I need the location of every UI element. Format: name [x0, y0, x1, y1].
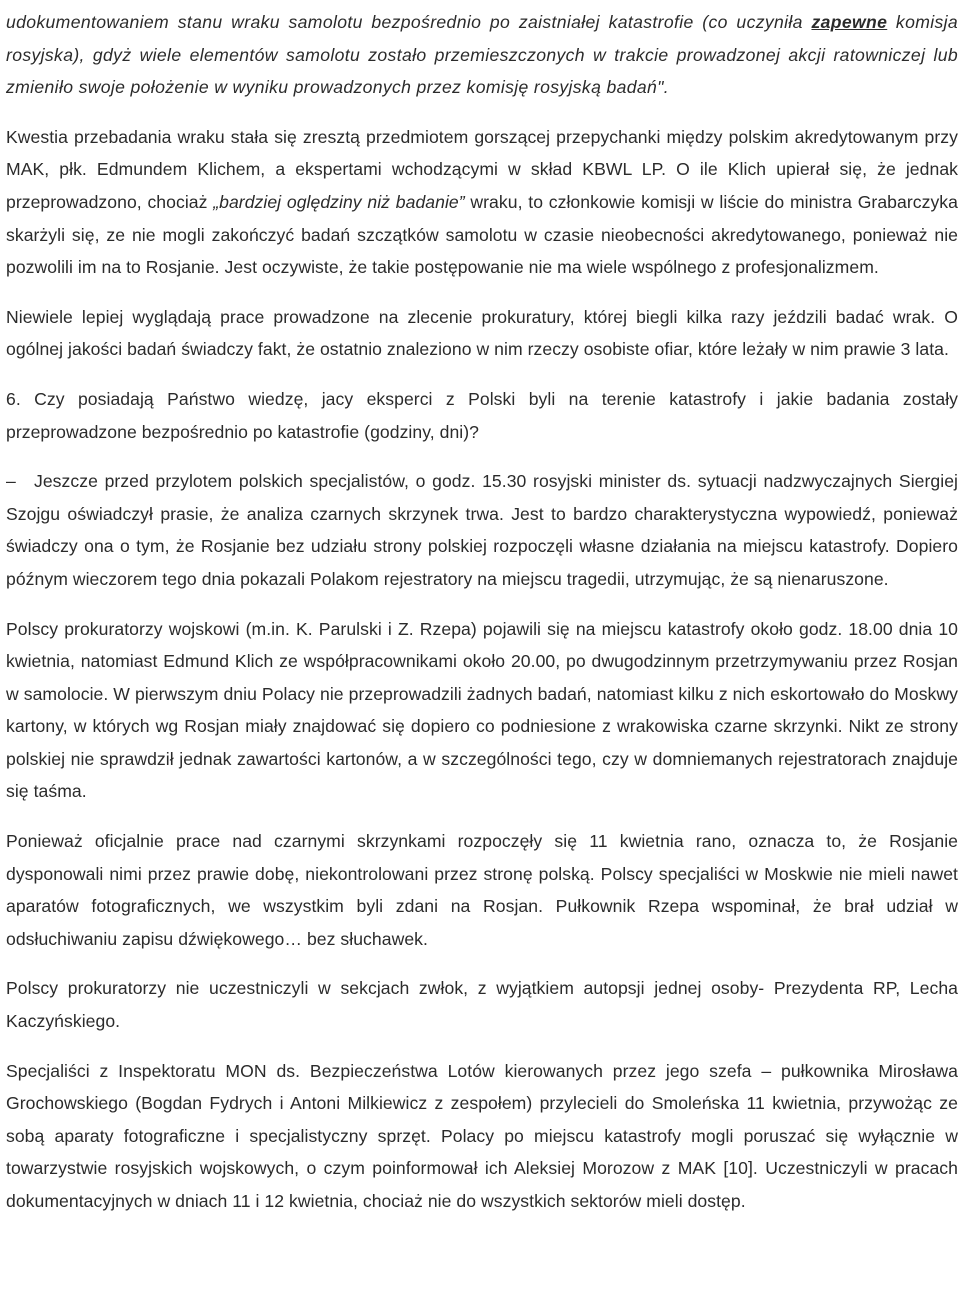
text-segment: Jeszcze przed przylotem polskich specjalistów, o godz. 15.30 rosyjski minister ds. sytuacji nadzwyczajnych Siergiej Szojgu oświadczył prasie, że analiza czarnych skrzynek trwa. Jest to bardzo charakterystyczna wypowiedź, ponieważ świadczy ona o tym, że Rosjanie bez udziału strony polskiej rozpoczęli własne działania na miejscu katastrofy. Dopiero późnym wieczorem tego dnia pokazali Polakom rejestratory na miejscu tragedii, utrzymując, że są nienaruszone. [6, 471, 958, 589]
paragraph-answer-intro [6, 465, 958, 595]
text-segment: wraku, to członkowie komisji w liście do ministra Grabarczyka skarżyli się, ze nie mogli zakończyć badań szczątków samolotu w czasie nieobecności akredytowanego, ponieważ nie pozwolili im na to Rosjanie. Jest oczywiste, że takie postępowanie nie ma wiele wspólnego z profesjonalizmem. [6, 191, 958, 278]
paragraph-black-boxes: Ponieważ oficjalnie prace nad czarnymi skrzynkami rozpoczęły się 11 kwietnia rano, oznacza to, że Rosjanie dysponowali nimi przez prawie dobę, niekontrolowani przez stronę polską. Polscy specjaliści w Moskwie nie mieli nawet aparatów fotograficznych, we wszystkim byli zdani na Rosjan. Pułkownik Rzepa wspominał, że brał udział w odsłuchiwaniu zapisu dźwiękowego… bez słuchawek. [6, 831, 958, 949]
paragraph-wreck-documentation [6, 0, 958, 104]
question-6: 6. Czy posiadają Państwo wiedzę, jacy eksperci z Polski byli na terenie katastrofy i jakie badania zostały przeprowadzone bezpośrednio po katastrofie (godziny, dni)? [6, 388, 958, 442]
quote-ogledziny: „bardziej oględziny niż badanie” [213, 191, 465, 212]
paragraph-wreck-dispute [6, 121, 958, 284]
text-segment: komisja rosyjska), gdyż wiele elementów samolotu zostało przemieszczonych w trakcie prowadzonej akcji ratowniczej lub zmieniło swoje położenie w wyniku prowadzonych przez komisję rosyjską badań". [6, 12, 959, 98]
paragraph-mon-specialists: Specjaliści z Inspektoratu MON ds. Bezpieczeństwa Lotów kierowanych przez jego szefa – pułkownika Mirosława Grochowskiego (Bogdan Fydrych i Antoni Milkiewicz z zespołem) przylecieli do Smoleńska 11 kwietnia, przywożąc ze sobą aparaty fotograficzne i specjalistyczny sprzęt. Polacy po miejscu katastrofy mogli poruszać się wyłącznie w towarzystwie rosyjskich wojskowych, o czym poinformował ich Aleksiej Morozow z MAK [10]. Uczestniczyli w pracach dokumentacyjnych w dniach 11 i 12 kwietnia, chociaż nie do wszystkich sektorów mieli dostęp. [6, 1060, 958, 1211]
document-page [6, 0, 958, 1218]
dash-marker: – [6, 471, 16, 492]
text-segment: Kwestia przebadania wraku stała się zresztą przedmiotem gorszącej przepychanki między polskim akredytowanym przy MAK, płk. Edmundem Klichem, a ekspertami wchodzącymi w skład KBWL LP. O ile Klich upierał się, że jednak przeprowadzono, chociaż [6, 126, 958, 212]
emphasis-zapewne: zapewne [811, 12, 888, 32]
text-segment: udokumentowaniem stanu wraku samolotu bezpośrednio po zaistniałej katastrofie (co uczyniła [6, 12, 812, 32]
paragraph-prosecutors-arrival: Polscy prokuratorzy wojskowi (m.in. K. Parulski i Z. Rzepa) pojawili się na miejscu katastrofy około godz. 18.00 dnia 10 kwietnia, natomiast Edmund Klich ze współpracownikami około 20.00, po dwugodzinnym przetrzymywaniu przez Rosjan w samolocie. W pierwszym dniu Polacy nie przeprowadzili żadnych badań, natomiast kilku z nich eskortowało do Moskwy kartony, w których wg Rosjan miały znajdować się dopiero co podniesione z wrakowiska czarne skrzynki. Nikt ze strony polskiej nie sprawdził jednak zawartości kartonów, a w szczególności tego, czy w domniemanych rejestratorach znajduje się taśma. [6, 618, 958, 802]
paragraph-prosecution-work: Niewiele lepiej wyglądają prace prowadzone na zlecenie prokuratury, której biegli kilka razy jeździli badać wrak. O ogólnej jakości badań świadczy fakt, że ostatnio znaleziono w nim rzeczy osobiste ofiar, które leżały w nim prawie 3 lata. [6, 306, 958, 360]
paragraph-autopsies: Polscy prokuratorzy nie uczestniczyli w sekcjach zwłok, z wyjątkiem autopsji jednej osoby- Prezydenta RP, Lecha Kaczyńskiego. [6, 978, 958, 1032]
